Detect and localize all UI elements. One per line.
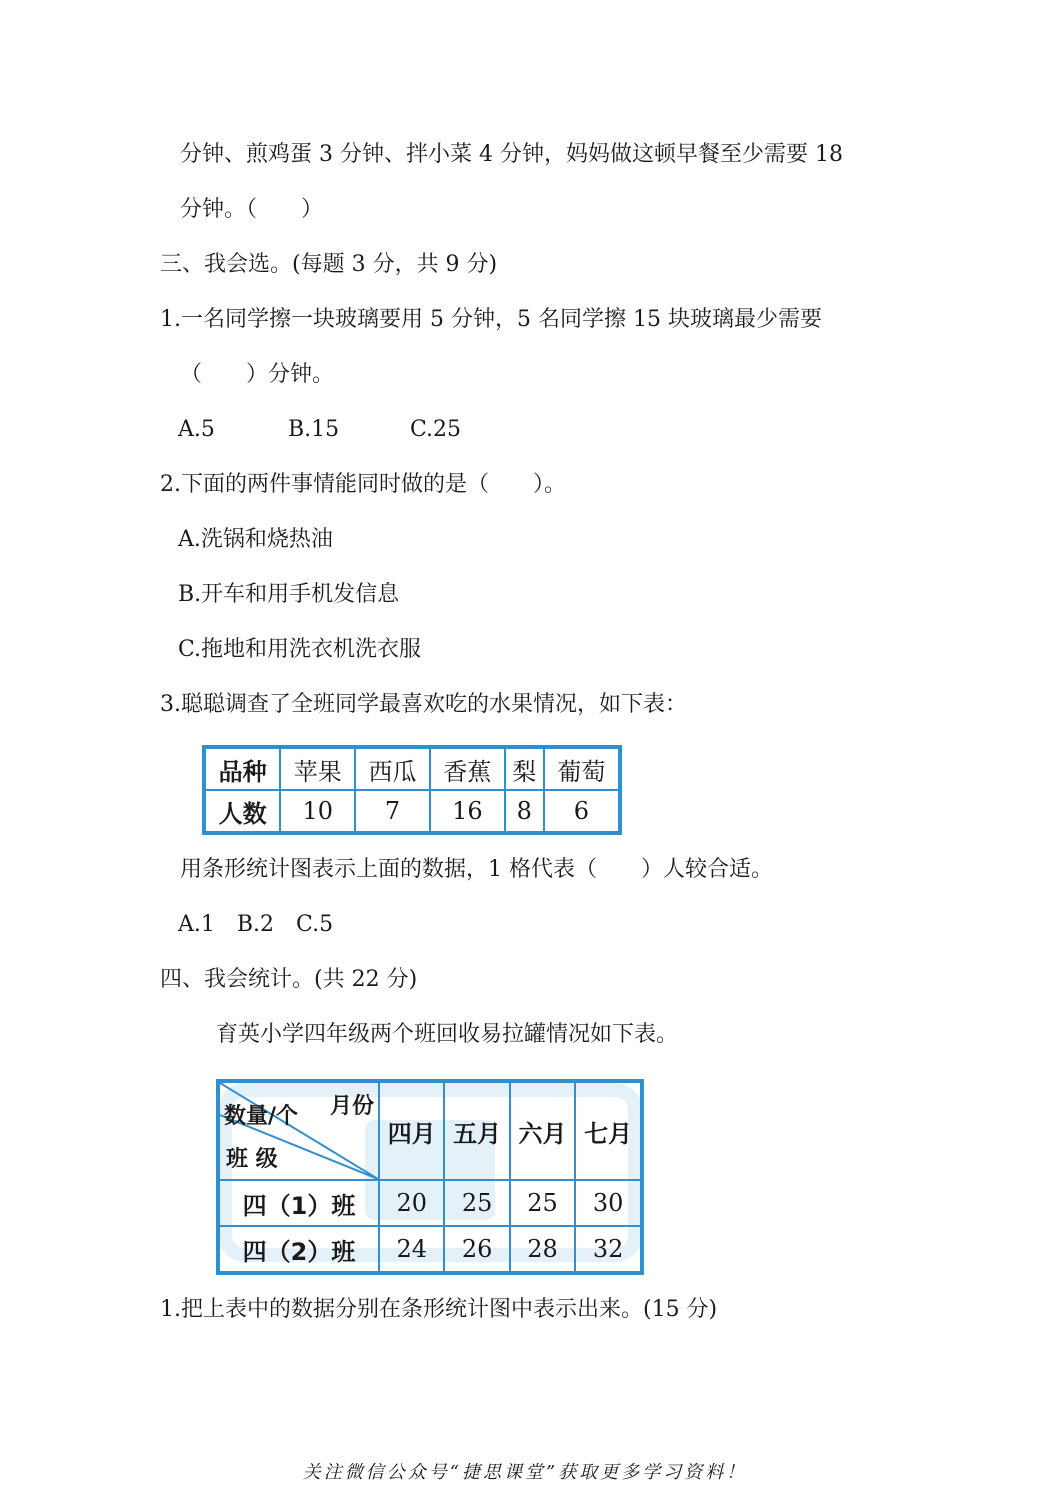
question-3: 3.聪聪调查了全班同学最喜欢吃的水果情况，如下表： xyxy=(160,692,687,717)
option-a: A.5 xyxy=(178,417,215,442)
table-row xyxy=(204,790,620,833)
option-b: B.开车和用手机发信息 xyxy=(178,582,400,607)
table-cell: 西瓜 xyxy=(355,747,430,790)
table-cell: 28 xyxy=(510,1226,575,1273)
option-c: C.25 xyxy=(410,417,462,442)
fruit-table xyxy=(202,745,622,835)
table-cell: 苹果 xyxy=(280,747,355,790)
table-cell: 香蕉 xyxy=(430,747,505,790)
table-row xyxy=(218,1081,642,1180)
question-4-1: 1.把上表中的数据分别在条形统计图中表示出来。(15 分) xyxy=(160,1297,718,1322)
question-1-blank: （ ）分钟。 xyxy=(180,362,335,387)
table-row xyxy=(218,1226,642,1273)
section-heading: 三、我会选。(每题 3 分，共 9 分) xyxy=(160,252,498,277)
table-cell: 24 xyxy=(379,1226,444,1273)
table-cell: 30 xyxy=(575,1180,642,1226)
question-1: 1.一名同学擦一块玻璃要用 5 分钟，5 名同学擦 15 块玻璃最少需要 xyxy=(160,307,822,332)
section-heading: 四、我会统计。(共 22 分) xyxy=(160,967,418,992)
corner-label-quantity: 数量/个 xyxy=(224,1104,299,1129)
table-cell: 16 xyxy=(430,790,505,833)
table-row xyxy=(204,747,620,790)
table-cell: 32 xyxy=(575,1226,642,1273)
table-cell: 7 xyxy=(355,790,430,833)
table-cell: 8 xyxy=(505,790,544,833)
header-corner-cell xyxy=(218,1081,379,1180)
section-intro: 育英小学四年级两个班回收易拉罐情况如下表。 xyxy=(216,1022,679,1047)
table-cell: 葡萄 xyxy=(544,747,620,790)
table-header-cell: 四月 xyxy=(379,1081,444,1180)
table-header-cell: 五月 xyxy=(444,1081,509,1180)
option-b: B.15 xyxy=(288,417,340,442)
option-c: C.拖地和用洗衣机洗衣服 xyxy=(178,637,422,662)
option-a: A.洗锅和烧热油 xyxy=(178,527,333,552)
table-cell: 6 xyxy=(544,790,620,833)
question-3-options: A.1 B.2 C.5 xyxy=(178,912,334,937)
table-cell: 10 xyxy=(280,790,355,833)
table-cell: 25 xyxy=(510,1180,575,1226)
table-row-header: 四（2）班 xyxy=(218,1226,379,1273)
table-header-cell: 七月 xyxy=(575,1081,642,1180)
table-cell: 25 xyxy=(444,1180,509,1226)
table-cell: 品种 xyxy=(204,747,280,790)
table-row xyxy=(218,1180,642,1226)
table-row-header: 四（1）班 xyxy=(218,1180,379,1226)
footer-note: 关注微信公众号“捷思课堂”获取更多学习资料！ xyxy=(302,1462,748,1483)
table-cell: 人数 xyxy=(204,790,280,833)
text-line: 分钟、煎鸡蛋 3 分钟、拌小菜 4 分钟，妈妈做这顿早餐至少需要 18 xyxy=(180,142,843,167)
question-2: 2.下面的两件事情能同时做的是（ ）。 xyxy=(160,472,566,497)
table-header-cell: 六月 xyxy=(510,1081,575,1180)
corner-label-class: 班 级 xyxy=(226,1147,278,1172)
question-3-text: 用条形统计图表示上面的数据，1 格代表（ ）人较合适。 xyxy=(180,857,773,882)
table-cell: 26 xyxy=(444,1226,509,1273)
text-line: 分钟。（ ） xyxy=(180,197,324,222)
cans-table xyxy=(216,1079,644,1275)
corner-label-month: 月份 xyxy=(329,1094,374,1119)
table-cell: 20 xyxy=(379,1180,444,1226)
table-cell: 梨 xyxy=(505,747,544,790)
